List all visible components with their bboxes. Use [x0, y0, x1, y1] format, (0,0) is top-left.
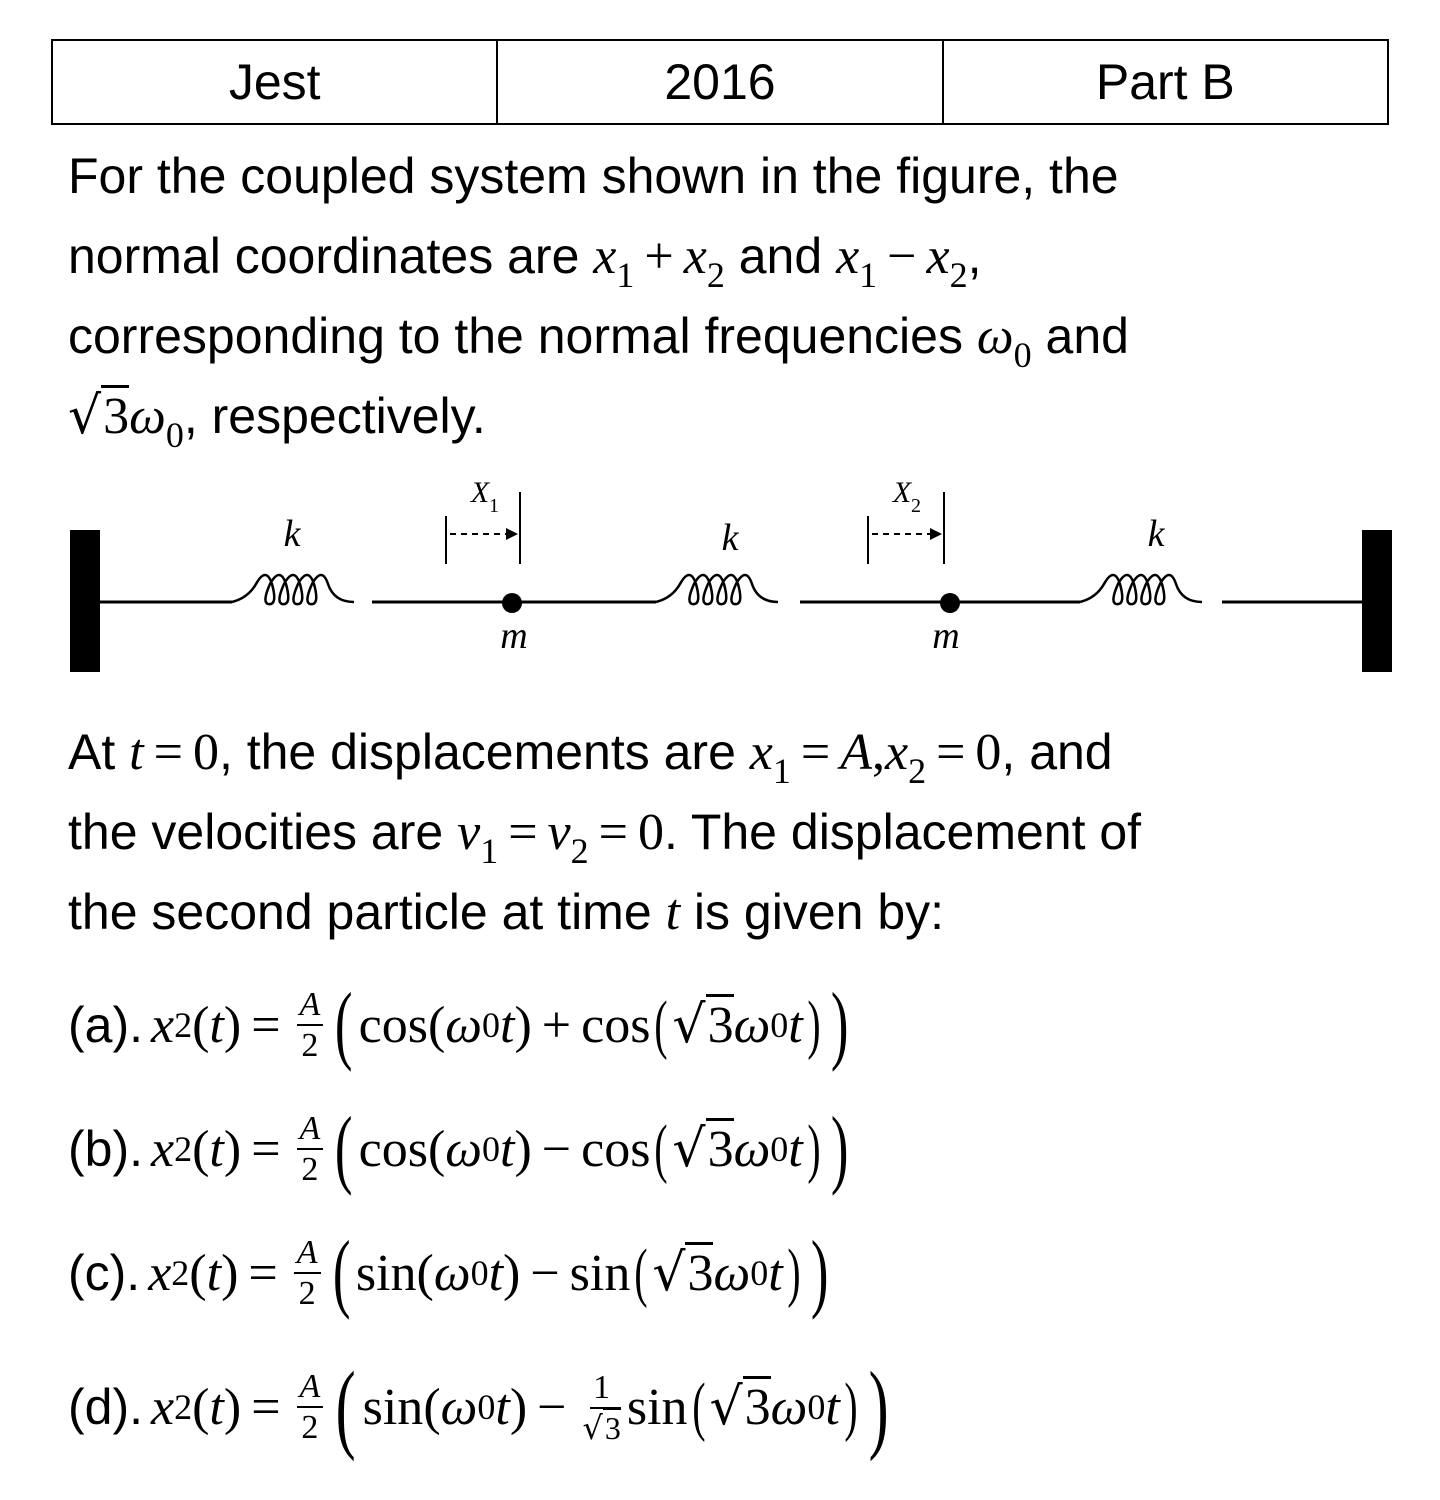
svg-text:2: 2 — [911, 495, 921, 517]
mass-label-2: m — [932, 615, 960, 657]
svg-text:X: X — [892, 476, 912, 509]
mass-1 — [502, 593, 522, 613]
intro-line-3: corresponding to the normal frequencies $\omega_0$ and — [68, 308, 1129, 375]
option-c[interactable]: (c). x 2 ( t ) = $\frac{A}{2}$ ( sin ( ω 0 t ) − sin ( √3 ω 0 t ) ) — [68, 1224, 829, 1321]
spring-3 — [1080, 575, 1202, 604]
conditions-line-2: the velocities are $v_1 = v_2 = 0$. The displacement of — [68, 804, 1142, 871]
question-conditions — [68, 712, 1388, 952]
header-exam: Jest — [52, 40, 497, 124]
header-table — [51, 39, 1389, 125]
svg-text:X: X — [470, 476, 490, 509]
spring-1 — [232, 575, 354, 604]
intro-line-4: $√3\omega_0$, respectively. — [68, 386, 486, 455]
conditions-line-3: the second particle at time t is given by: — [68, 884, 945, 941]
option-label: (c). — [68, 1245, 141, 1301]
intro-line-2: normal coordinates are $x_1 + x_2$ and $x_1 - x_2$, — [68, 228, 982, 295]
conditions-line-1: At t = 0, the displacements are $x_1 = A,x_2 = 0$, and — [68, 724, 1113, 791]
inner-coefficient: $\frac{1}{√3}$ — [582, 1368, 621, 1447]
header-year: 2016 — [497, 40, 942, 124]
option-d[interactable]: (d). x 2 ( t ) = $\frac{A}{2}$ ( sin ( ω 0 t ) − $\frac{1}{√3}$ sin ( √3 ω 0 t ) ) — [68, 1351, 889, 1462]
spring-label-2: k — [721, 517, 739, 559]
option-label: (b). — [68, 1121, 143, 1177]
mass-2 — [940, 593, 960, 613]
svg-text:1: 1 — [489, 495, 499, 517]
right-wall — [1362, 530, 1392, 672]
intro-line-1: For the coupled system shown in the figure, the — [68, 148, 1119, 204]
option-b[interactable]: (b). x 2 ( t ) = $\frac{A}{2}$ ( cos ( ω 0 t ) − cos ( √3 ω 0 t ) ) — [68, 1100, 849, 1197]
header-part: Part B — [943, 40, 1388, 124]
displacement-marker-2 — [868, 476, 944, 564]
option-label: (d). — [68, 1379, 143, 1435]
option-a[interactable]: (a). x 2 ( t ) = $\frac{A}{2}$ ( cos ( ω 0 t ) + cos ( √3 ω 0 t ) ) — [68, 976, 849, 1073]
option-label: (a). — [68, 997, 143, 1053]
spring-label-3: k — [1147, 513, 1165, 555]
spring-2 — [656, 575, 778, 604]
left-wall — [70, 530, 100, 672]
coupled-spring-figure — [66, 472, 1396, 678]
displacement-marker-1 — [446, 476, 520, 564]
spring-label-1: k — [283, 513, 301, 555]
question-intro — [68, 136, 1388, 456]
mass-label-1: m — [500, 615, 528, 657]
